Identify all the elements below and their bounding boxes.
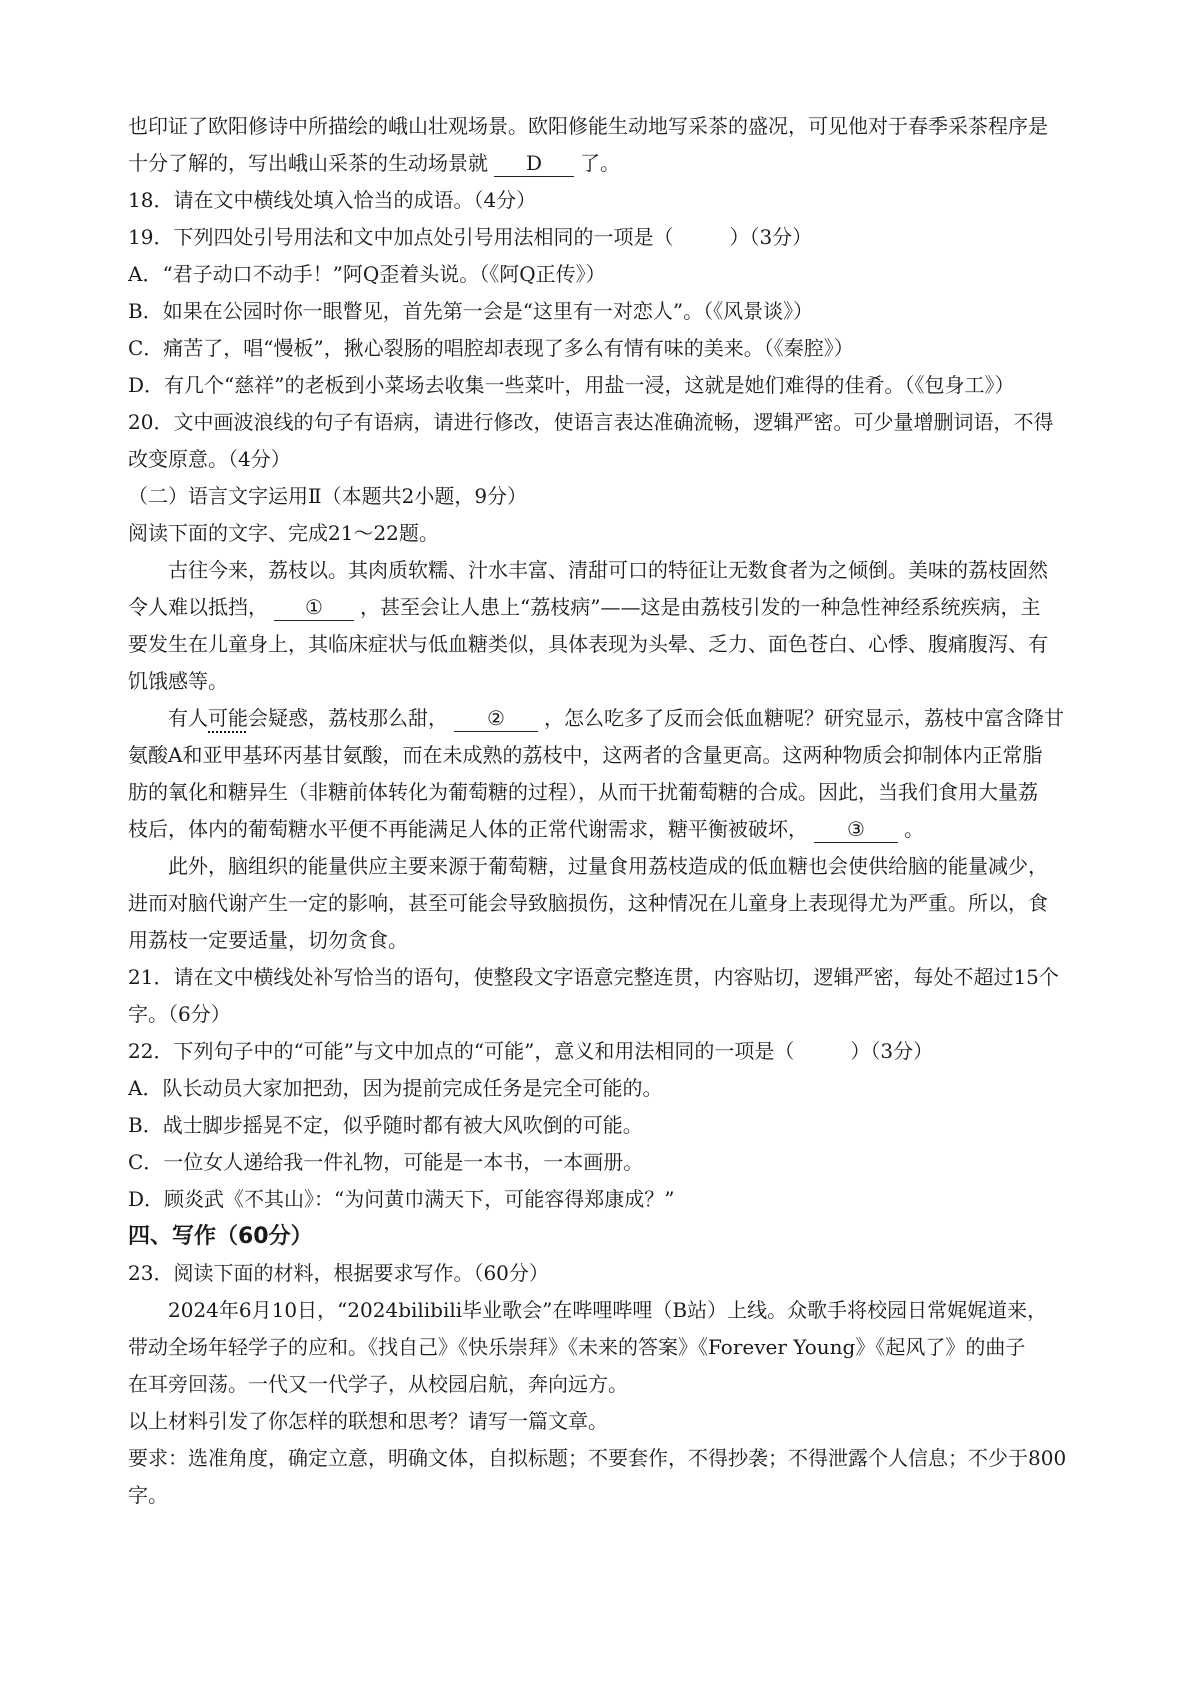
lychee-paragraph-1: 要发生在儿童身上，其临床症状与低血糖类似，具体表现为头晕、乏力、面色苍白、心悸、腹痛腹泻、有 — [128, 632, 1048, 656]
section-4-title: 四、写作（60分） — [128, 1224, 313, 1249]
exam-page — [128, 108, 1088, 1514]
question-18: 18．请在文中横线处填入恰当的成语。（4分） — [128, 188, 537, 212]
writing-material: 2024年6月10日，“2024bilibili毕业歌会”在哔哩哔哩（B站）上线。众歌手将校园日常娓娓道来， — [168, 1298, 1048, 1322]
passage-line — [128, 145, 1088, 182]
section-2-title: （二）语言文字运用Ⅱ（本题共2小题，9分） — [128, 484, 528, 508]
question-text: 19．下列四处引号用法和文中加点处引号用法相同的一项是（ — [128, 225, 674, 249]
passage-line: 也印证了欧阳修诗中所描绘的峨山壮观场景。欧阳修能生动地写采茶的盛况，可见他对于春季采茶程序是 — [128, 114, 1048, 138]
question-20: 20．文中画波浪线的句子有语病，请进行修改，使语言表达准确流畅，逻辑严密。可少量增删词语，不得 — [128, 410, 1054, 434]
lychee-paragraph-1 — [128, 589, 1088, 626]
passage-text: 令人难以抵挡， — [128, 595, 268, 619]
passage-text: ，怎么吃多了反而会低血糖呢？研究显示，荔枝中富含降甘 — [544, 706, 1064, 730]
question-text: ）（3分） — [729, 225, 813, 249]
passage-text: 了。 — [580, 151, 620, 175]
q22-option-b: B．战士脚步摇晃不定，似乎随时都有被大风吹倒的可能。 — [128, 1113, 643, 1137]
question-19-stem — [128, 219, 1088, 256]
passage-text: ，甚至会让人患上“荔枝病”——这是由荔枝引发的一种急性神经系统疾病，主 — [360, 595, 1041, 619]
lychee-paragraph-2: 氨酸A和亚甲基环丙基甘氨酸，而在未成熟的荔枝中，这两者的含量更高。这两种物质会抑制体内正常脂 — [128, 743, 1043, 767]
question-text: ）（3分） — [850, 1039, 934, 1063]
writing-prompt: 以上材料引发了你怎样的联想和思考？请写一篇文章。 — [128, 1409, 608, 1433]
q19-option-d: D．有几个“慈祥”的老板到小菜场去收集一些菜叶，用盐一浸，这就是她们难得的佳肴。（《包身工》） — [128, 373, 1015, 397]
passage-text: 枝后，体内的葡萄糖水平便不再能满足人体的正常代谢需求，糖平衡被破坏， — [128, 817, 808, 841]
question-21: 字。（6分） — [128, 1002, 231, 1026]
question-text: 22．下列句子中的“可能”与文中加点的“可能”，意义和用法相同的一项是（ — [128, 1039, 795, 1063]
lychee-paragraph-3: 用荔枝一定要适量，切勿贪食。 — [128, 928, 408, 952]
question-22-stem — [128, 1033, 1088, 1070]
q19-option-b: B．如果在公园时你一眼瞥见，首先第一会是“这里有一对恋人”。（《风景谈》） — [128, 299, 814, 323]
section-2-instruction: 阅读下面的文字、完成21～22题。 — [128, 521, 439, 545]
answer-blank-3: ③ — [814, 816, 898, 843]
lychee-paragraph-2: 肪的氧化和糖异生（非糖前体转化为葡萄糖的过程），从而干扰葡萄糖的合成。因此，当我们食用大量荔 — [128, 780, 1038, 804]
q22-option-c: C．一位女人递给我一件礼物，可能是一本书，一本画册。 — [128, 1150, 644, 1174]
writing-material: 在耳旁回荡。一代又一代学子，从校园启航，奔向远方。 — [128, 1372, 628, 1396]
passage-text: 十分了解的，写出峨山采茶的生动场景就 — [128, 151, 488, 175]
writing-requirements: 要求：选准角度，确定立意，明确文体，自拟标题；不要套作，不得抄袭；不得泄露个人信息；不少于800 — [128, 1446, 1067, 1470]
q19-option-a: A．“君子动口不动手！”阿Q歪着头说。（《阿Q正传》） — [128, 262, 606, 286]
answer-blank-1: ① — [274, 594, 354, 621]
question-20: 改变原意。（4分） — [128, 447, 291, 471]
q19-option-c: C．痛苦了，唱“慢板”，揪心裂肠的唱腔却表现了多么有情有味的美来。（《秦腔》） — [128, 336, 854, 360]
writing-material: 带动全场年轻学子的应和。《找自己》《快乐崇拜》《未来的答案》《Forever Young》《起风了》的曲子 — [128, 1335, 1026, 1359]
passage-text: 会疑惑，荔枝那么甜， — [248, 706, 448, 730]
writing-requirements: 字。 — [128, 1483, 168, 1507]
passage-text: 。 — [904, 817, 924, 841]
answer-blank-2: ② — [454, 705, 538, 732]
question-21: 21．请在文中横线处补写恰当的语句，使整段文字语意完整连贯，内容贴切，逻辑严密，每处不超过15个 — [128, 965, 1059, 989]
lychee-paragraph-3: 进而对脑代谢产生一定的影响，甚至可能会导致脑损伤，这种情况在儿童身上表现得尤为严重。所以，食 — [128, 891, 1048, 915]
lychee-paragraph-1: 饥饿感等。 — [128, 669, 228, 693]
lychee-paragraph-3: 此外，脑组织的能量供应主要来源于葡萄糖，过量食用荔枝造成的低血糖也会使供给脑的能量减少， — [168, 854, 1048, 878]
passage-text: 有人 — [168, 706, 208, 730]
question-23-stem: 23．阅读下面的材料，根据要求写作。（60分） — [128, 1261, 549, 1285]
q22-option-a: A．队长动员大家加把劲，因为提前完成任务是完全可能的。 — [128, 1076, 663, 1100]
answer-blank-d: D — [494, 150, 574, 177]
lychee-paragraph-2 — [128, 700, 1088, 737]
lychee-paragraph-2 — [128, 811, 1088, 848]
dotted-keyword: 可能 — [208, 706, 248, 730]
lychee-paragraph-1: 古往今来，荔枝以。其肉质软糯、汁水丰富、清甜可口的特征让无数食者为之倾倒。美味的荔枝固然 — [168, 558, 1048, 582]
q22-option-d: D．顾炎武《不其山》：“为问黄巾满天下，可能容得郑康成？” — [128, 1187, 675, 1211]
